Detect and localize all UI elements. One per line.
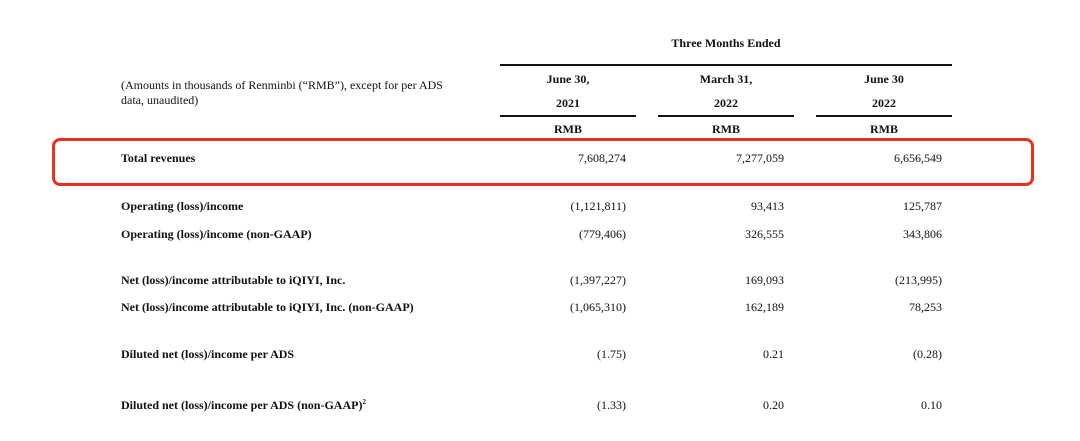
row-label-diluted-eps-nongaap xyxy=(121,398,366,413)
col1-date: June 30, xyxy=(546,72,590,86)
col3-currency: RMB xyxy=(870,122,898,136)
diluted-eps-col2: 0.21 xyxy=(763,347,784,361)
operating-income-nongaap-col2: 326,555 xyxy=(745,227,784,241)
operating-income-col3: 125,787 xyxy=(903,199,942,213)
diluted-eps-nongaap-col3: 0.10 xyxy=(921,398,942,412)
row-label-net-income-nongaap: Net (loss)/income attributable to iQIYI, Inc. (non-GAAP) xyxy=(121,300,414,314)
amounts-note: (Amounts in thousands of Renminbi (“RMB”), except for per ADS data, unaudited) xyxy=(121,78,443,107)
diluted-eps-nongaap-label-text: Diluted net (loss)/income per ADS (non-GAAP) xyxy=(121,398,363,412)
operating-income-nongaap-col1: (779,406) xyxy=(579,227,626,241)
net-income-nongaap-col1: (1,065,310) xyxy=(570,300,626,314)
operating-income-col1: (1,121,811) xyxy=(570,199,626,213)
col2-year: 2022 xyxy=(714,96,738,110)
group-rule xyxy=(500,64,952,66)
row-label-diluted-eps: Diluted net (loss)/income per ADS xyxy=(121,347,295,361)
col3-year: 2022 xyxy=(872,96,896,110)
diluted-eps-col3: (0.28) xyxy=(913,347,942,361)
total-revenues-col1: 7,608,274 xyxy=(578,151,626,165)
col2-currency: RMB xyxy=(712,122,740,136)
total-revenues-col3: 6,656,549 xyxy=(894,151,942,165)
row-label-operating-income-nongaap: Operating (loss)/income (non-GAAP) xyxy=(121,227,312,241)
col2-date: March 31, xyxy=(699,72,753,86)
row-label-total-revenues: Total revenues xyxy=(121,151,196,165)
net-income-nongaap-col3: 78,253 xyxy=(909,300,942,314)
net-income-col2: 169,093 xyxy=(745,273,784,287)
col2-year-rule xyxy=(658,115,794,117)
operating-income-col2: 93,413 xyxy=(751,199,784,213)
net-income-col1: (1,397,227) xyxy=(570,273,626,287)
col1-year-rule xyxy=(500,115,636,117)
net-income-nongaap-col2: 162,189 xyxy=(745,300,784,314)
footnote-marker: 2 xyxy=(362,398,366,406)
diluted-eps-col1: (1.75) xyxy=(597,347,626,361)
operating-income-nongaap-col3: 343,806 xyxy=(903,227,942,241)
group-title: Three Months Ended xyxy=(671,36,781,50)
row-label-operating-income: Operating (loss)/income xyxy=(121,199,244,213)
col1-year: 2021 xyxy=(556,96,580,110)
col1-currency: RMB xyxy=(554,122,582,136)
diluted-eps-nongaap-col1: (1.33) xyxy=(597,398,626,412)
col3-date: June 30 xyxy=(864,72,904,86)
net-income-col3: (213,995) xyxy=(895,273,942,287)
total-revenues-col2: 7,277,059 xyxy=(736,151,784,165)
diluted-eps-nongaap-col2: 0.20 xyxy=(763,398,784,412)
row-label-net-income: Net (loss)/income attributable to iQIYI, Inc. xyxy=(121,273,346,287)
col3-year-rule xyxy=(816,115,952,117)
